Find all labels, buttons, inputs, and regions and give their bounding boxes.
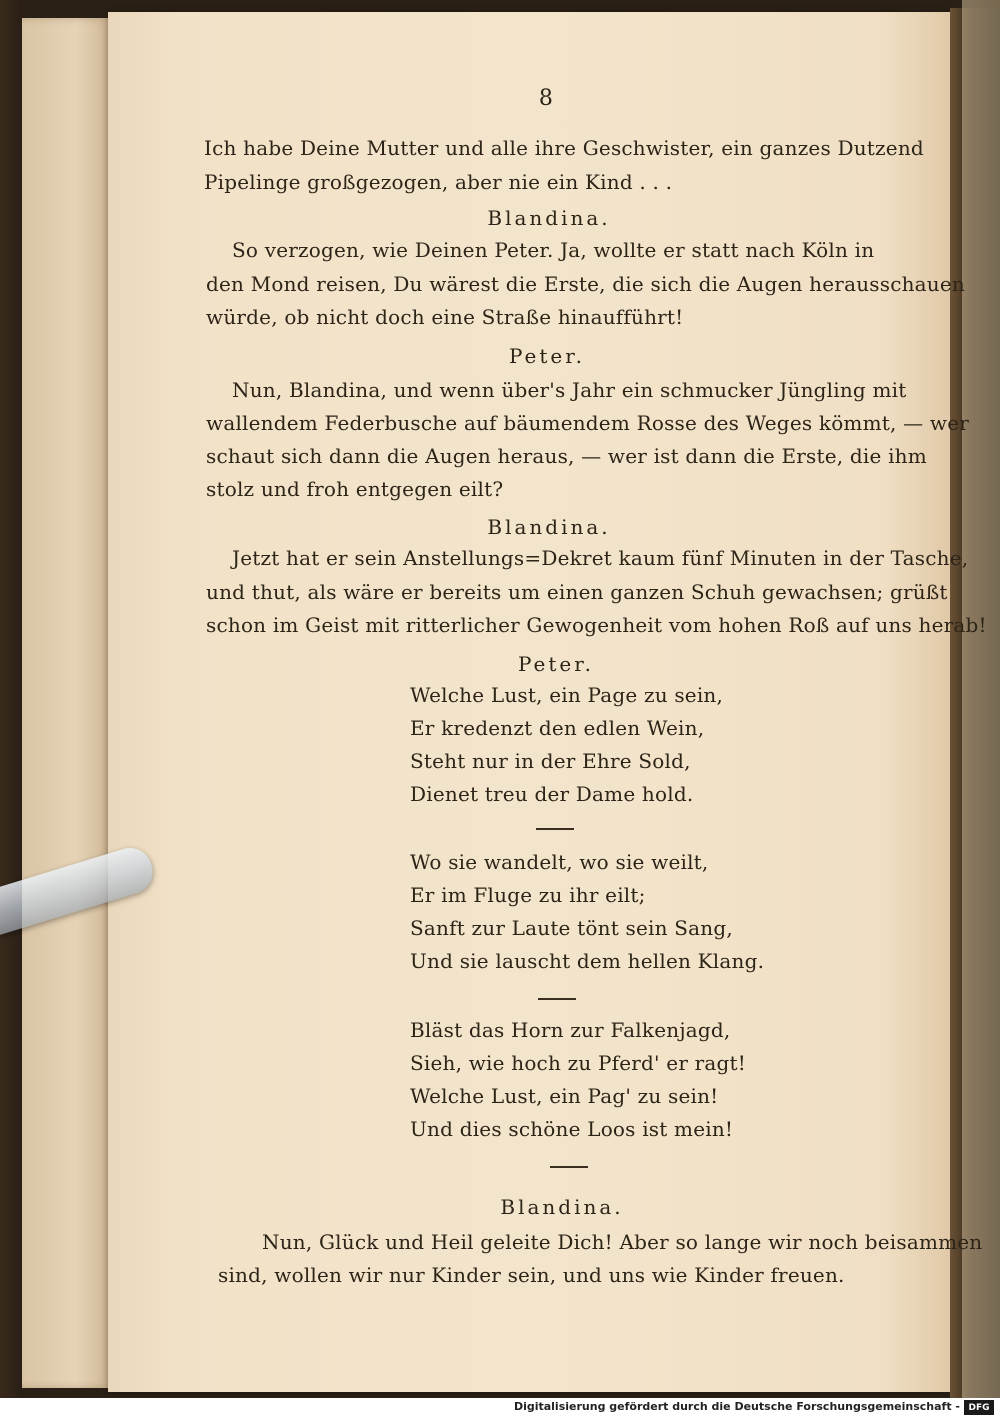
- text-line: schaut sich dann die Augen heraus, — wer ist dann die Erste, die ihm: [206, 444, 927, 468]
- text-line: würde, ob nicht doch eine Straße hinaufführt!: [206, 305, 684, 329]
- stanza-divider: [536, 828, 574, 830]
- text-line: Nun, Blandina, und wenn über's Jahr ein schmucker Jüngling mit: [232, 378, 907, 402]
- verse-line: Und dies schöne Loos ist mein!: [410, 1117, 734, 1141]
- verse-line: Er im Fluge zu ihr eilt;: [410, 883, 646, 907]
- stanza-divider: [538, 998, 576, 1000]
- page-number: 8: [538, 86, 554, 111]
- stanza-divider: [550, 1166, 588, 1168]
- text-line: und thut, als wäre er bereits um einen ganzen Schuh gewachsen; grüßt: [206, 580, 948, 604]
- text-line: So verzogen, wie Deinen Peter. Ja, wollte er statt nach Köln in: [232, 238, 875, 262]
- text-line: Jetzt hat er sein Anstellungs=Dekret kaum fünf Minuten in der Tasche,: [232, 546, 969, 570]
- verse-line: Welche Lust, ein Page zu sein,: [410, 683, 724, 707]
- verse-line: Wo sie wandelt, wo sie weilt,: [410, 850, 709, 874]
- text-line: den Mond reisen, Du wärest die Erste, die sich die Augen herausschauen: [206, 272, 965, 296]
- speaker-name: Blandina.: [487, 206, 611, 230]
- text-line: Pipelinge großgezogen, aber nie ein Kind . . .: [204, 170, 673, 194]
- speaker-name: Peter.: [509, 344, 585, 368]
- text-line: sind, wollen wir nur Kinder sein, und uns wie Kinder freuen.: [218, 1263, 845, 1287]
- left-page-stack: [22, 18, 112, 1388]
- verse-line: Sanft zur Laute tönt sein Sang,: [410, 916, 733, 940]
- verse-line: Welche Lust, ein Pag' zu sein!: [410, 1084, 719, 1108]
- text-line: Nun, Glück und Heil geleite Dich! Aber so lange wir noch beisammen: [262, 1230, 983, 1254]
- verse-line: Er kredenzt den edlen Wein,: [410, 716, 705, 740]
- verse-line: Bläst das Horn zur Falkenjagd,: [410, 1018, 731, 1042]
- dfg-logo: DFG: [964, 1400, 994, 1415]
- verse-line: Und sie lauscht dem hellen Klang.: [410, 949, 765, 973]
- speaker-name: Blandina.: [500, 1195, 624, 1219]
- text-line: stolz und froh entgegen eilt?: [206, 477, 504, 501]
- verse-line: Dienet treu der Dame hold.: [410, 782, 694, 806]
- funding-notice: Digitalisierung gefördert durch die Deutsche Forschungsgemeinschaft -: [513, 1400, 960, 1413]
- footer-bar: [0, 1398, 1000, 1418]
- right-page-strip: [962, 0, 1000, 1398]
- verse-line: Steht nur in der Ehre Sold,: [410, 749, 691, 773]
- speaker-name: Peter.: [518, 652, 594, 676]
- text-line: Ich habe Deine Mutter und alle ihre Geschwister, ein ganzes Dutzend: [204, 136, 924, 160]
- text-line: wallendem Federbusche auf bäumendem Rosse des Weges kömmt, — wer: [206, 411, 969, 435]
- text-line: schon im Geist mit ritterlicher Gewogenheit vom hohen Roß auf uns herab!: [206, 613, 987, 637]
- speaker-name: Blandina.: [487, 515, 611, 539]
- verse-line: Sieh, wie hoch zu Pferd' er ragt!: [410, 1051, 747, 1075]
